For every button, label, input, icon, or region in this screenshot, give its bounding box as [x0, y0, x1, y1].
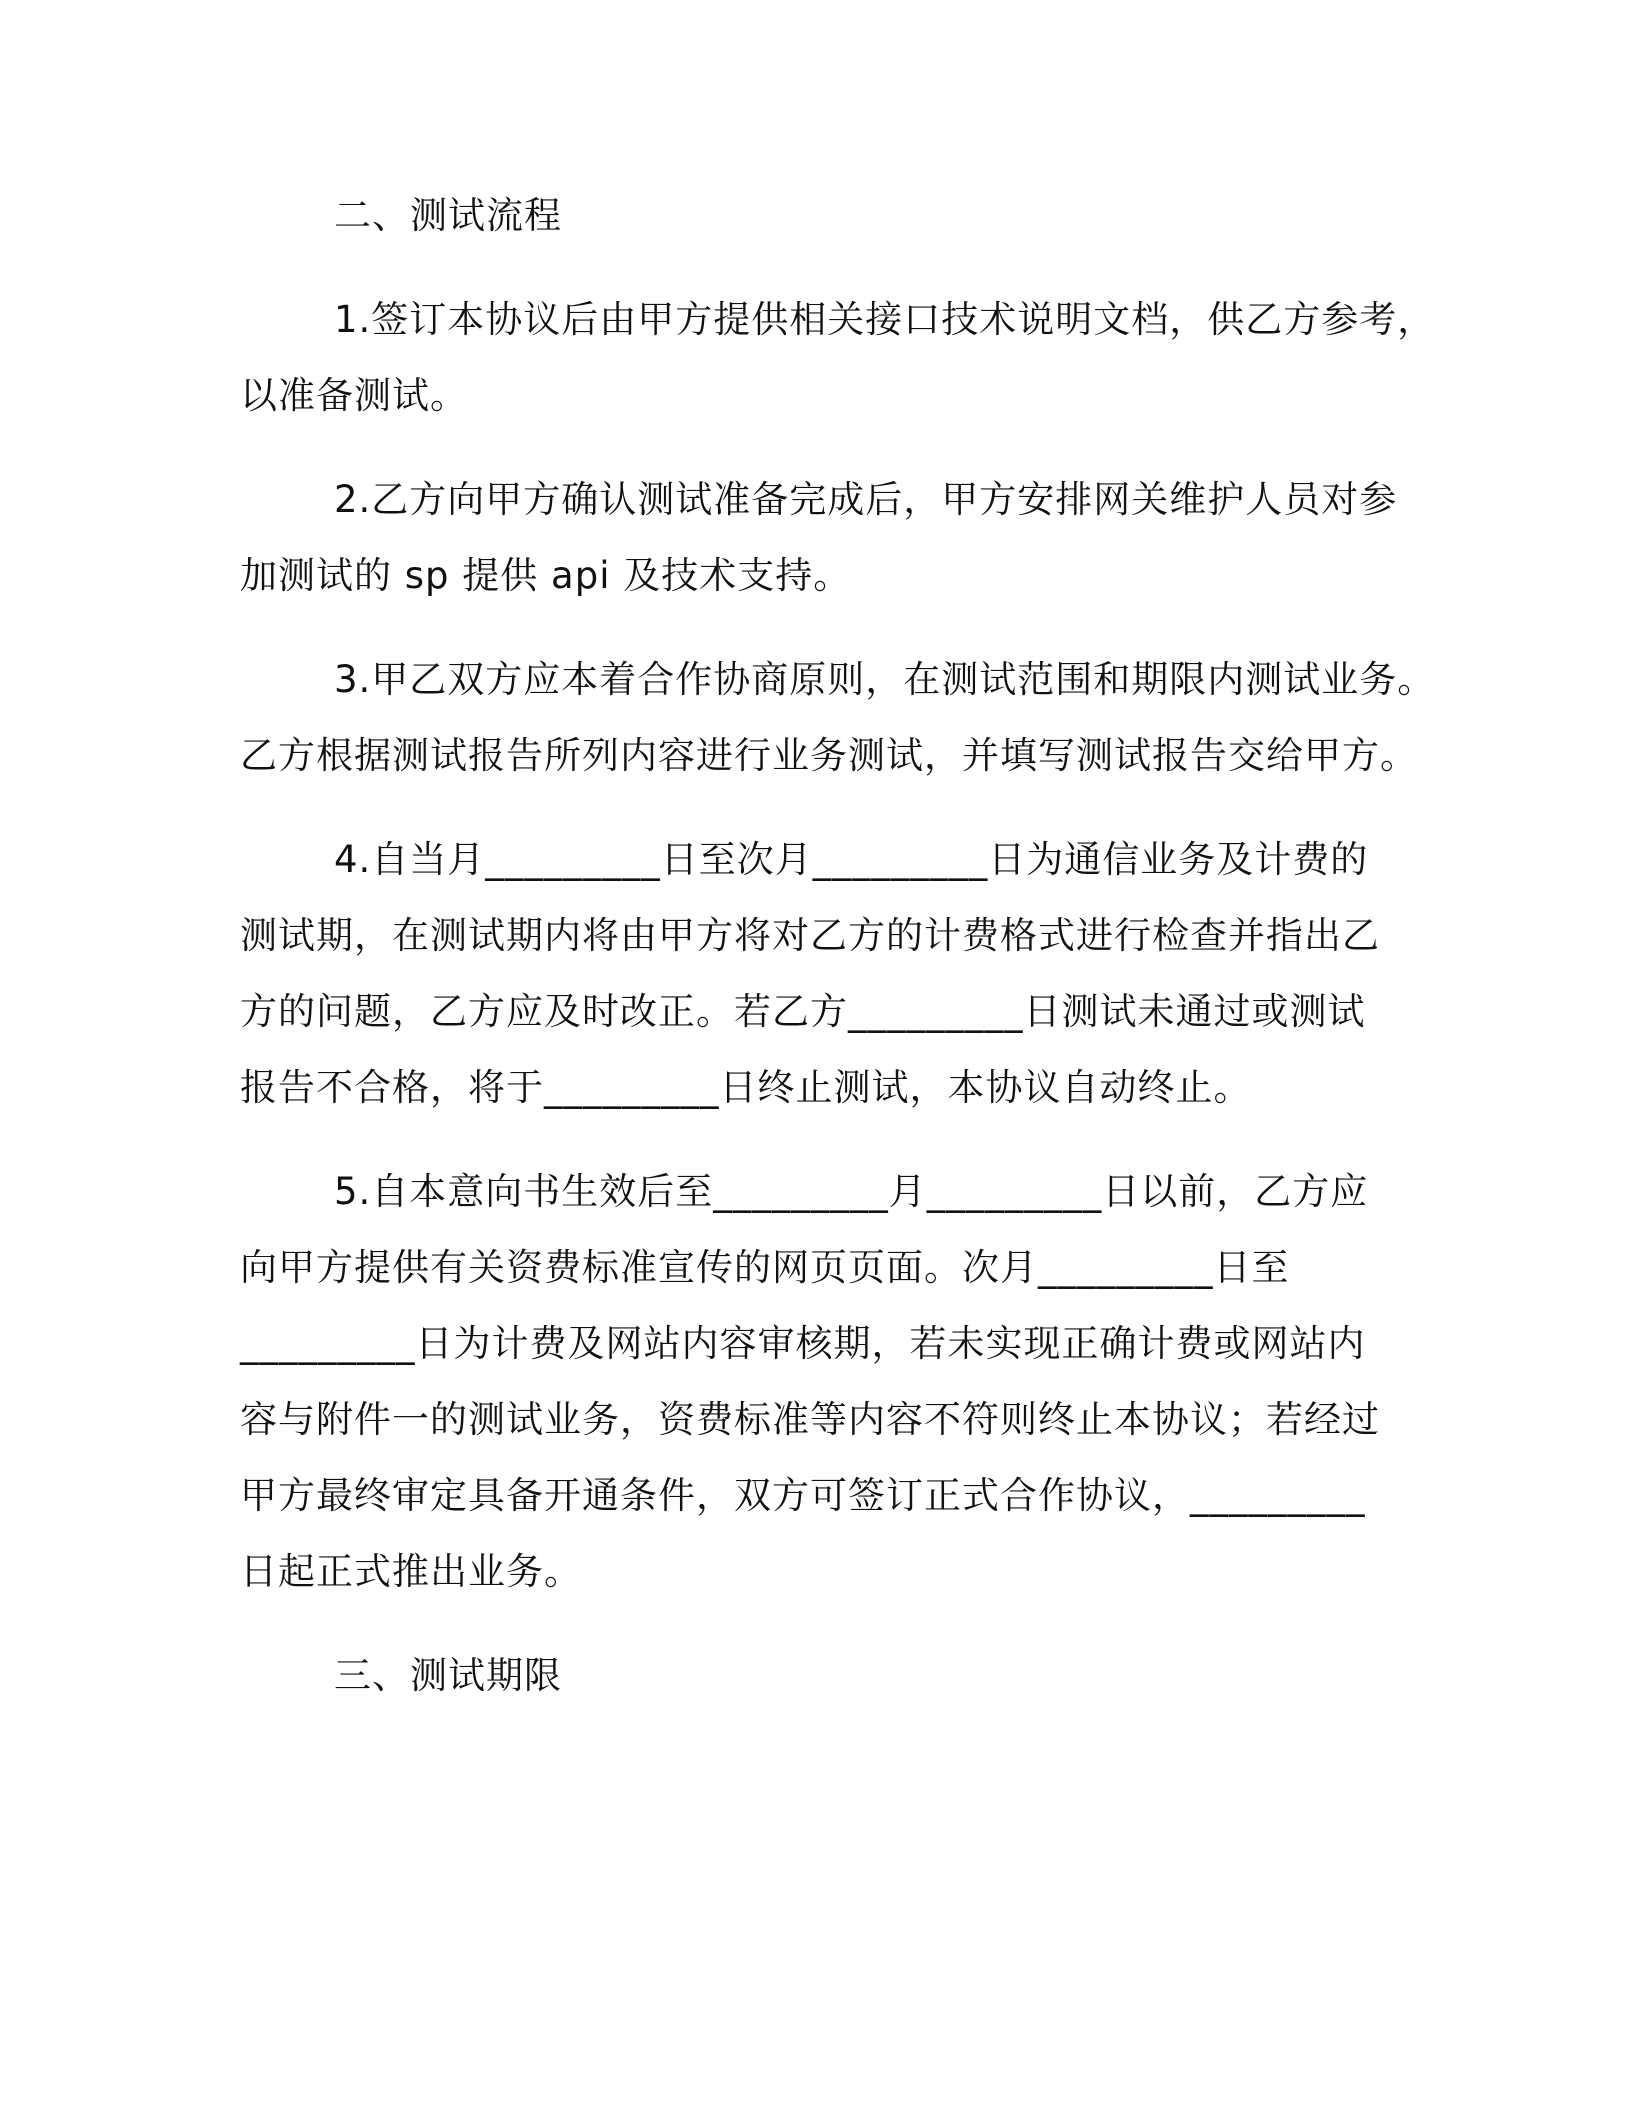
item-5-line-1: 5.自本意向书生效后至_________月_________日以前，乙方应 — [334, 1170, 1369, 1213]
item-5-line-5: 甲方最终审定具备开通条件，双方可签订正式合作协议，_________ — [240, 1474, 1366, 1517]
item-5-line-2: 向甲方提供有关资费标准宣传的网页页面。次月_________日至 — [240, 1246, 1290, 1289]
item-5-line-3: _________日为计费及网站内容审核期，若未实现正确计费或网站内 — [240, 1322, 1366, 1365]
item-1-line-2: 以准备测试。 — [240, 374, 468, 417]
item-4-line-1: 4.自当月_________日至次月_________日为通信业务及计费的 — [334, 838, 1369, 881]
item-4-line-2: 测试期，在测试期内将由甲方将对乙方的计费格式进行检查并指出乙 — [240, 914, 1380, 957]
item-3-line-2: 乙方根据测试报告所列内容进行业务测试，并填写测试报告交给甲方。 — [240, 734, 1418, 777]
item-3-line-1: 3.甲乙双方应本着合作协商原则，在测试范围和期限内测试业务。 — [334, 658, 1436, 701]
item-2-line-2: 加测试的 sp 提供 api 及技术支持。 — [240, 554, 852, 597]
item-2-line-1: 2.乙方向甲方确认测试准备完成后，甲方安排网关维护人员对参 — [334, 478, 1398, 521]
item-4-line-3: 方的问题，乙方应及时改正。若乙方_________日测试未通过或测试 — [240, 990, 1366, 1033]
section-heading-testing-process: 二、测试流程 — [334, 194, 562, 237]
item-1-line-1: 1.签订本协议后由甲方提供相关接口技术说明文档，供乙方参考， — [334, 298, 1436, 341]
item-5-line-6: 日起正式推出业务。 — [240, 1550, 582, 1593]
item-5-line-4: 容与附件一的测试业务，资费标准等内容不符则终止本协议；若经过 — [240, 1398, 1380, 1441]
section-heading-testing-period: 三、测试期限 — [334, 1654, 562, 1697]
item-4-line-4: 报告不合格，将于_________日终止测试，本协议自动终止。 — [240, 1066, 1252, 1109]
